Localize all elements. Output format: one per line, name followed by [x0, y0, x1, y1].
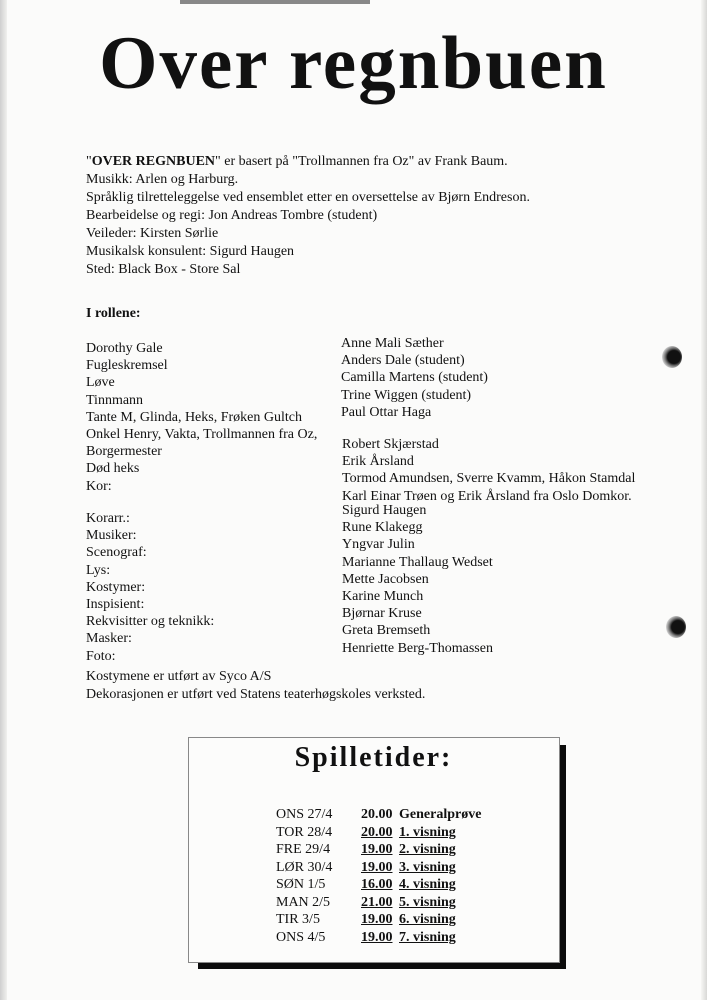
show-title-inline: OVER REGNBUEN	[91, 154, 216, 169]
schedule-row	[276, 929, 481, 947]
intro-line-1: "OVER REGNBUEN" er basert på "Trollmannen fra Oz" av Frank Baum.	[86, 154, 508, 169]
schedule-label: 2. visning	[399, 842, 456, 857]
role-name: Kor:	[86, 478, 112, 494]
actors-list-2	[342, 436, 635, 505]
crew-name: Rune Klakegg	[342, 520, 423, 536]
intro-line: Musikalsk konsulent: Sigurd Haugen	[86, 244, 295, 259]
schedule-list	[276, 806, 481, 946]
footer-line: Kostymene er utført av Syco A/S	[86, 669, 272, 684]
crew-role: Kostymer:	[86, 579, 146, 595]
schedule-time: 19.00	[361, 842, 393, 857]
schedule-row	[276, 841, 481, 859]
intro-credits	[86, 153, 646, 279]
actor-name: Trine Wiggen (student)	[341, 387, 472, 403]
crew-role: Inspisient:	[86, 597, 145, 613]
actor-name: Robert Skjærstad	[342, 437, 439, 452]
actor-name: Paul Ottar Haga	[341, 404, 432, 420]
roles-list	[86, 340, 317, 495]
schedule-day: LØR 30/4	[276, 859, 333, 875]
actor-name: Tormod Amundsen, Sverre Kvamm, Håkon Stamdal	[342, 471, 636, 487]
schedule-day: TOR 28/4	[276, 824, 333, 840]
punch-hole-icon	[662, 346, 682, 368]
role-name: Tante M, Glinda, Heks, Frøken Gultch	[86, 409, 302, 425]
role-name: Løve	[86, 375, 115, 391]
crew-role: Scenograf:	[86, 545, 147, 561]
crew-names-list	[342, 502, 493, 657]
schedule-day: SØN 1/5	[276, 877, 326, 892]
crew-name: Yngvar Julin	[342, 537, 415, 553]
schedule-label: 5. visning	[399, 894, 456, 910]
actor-name: Anders Dale (student)	[341, 353, 465, 369]
intro-line: Musikk: Arlen og Harburg.	[86, 172, 239, 187]
schedule-row	[276, 859, 481, 877]
crew-name: Henriette Berg-Thomassen	[342, 640, 493, 656]
crew-role: Foto:	[86, 648, 116, 664]
page-edge-top	[180, 0, 370, 4]
role-name: Borgermester	[86, 444, 162, 460]
page-edge-right	[701, 0, 707, 1000]
role-name: Fugleskremsel	[86, 358, 168, 374]
actor-name: Camilla Martens (student)	[341, 370, 488, 386]
schedule-label: 6. visning	[399, 912, 456, 927]
schedule-label: 3. visning	[399, 859, 456, 875]
schedule-row	[276, 894, 481, 912]
crew-role: Masker:	[86, 631, 132, 647]
schedule-label: 7. visning	[399, 929, 456, 945]
roles-heading: I rollene:	[86, 306, 141, 321]
crew-name: Greta Bremseth	[342, 623, 431, 639]
footer-line: Dekorasjonen er utført ved Statens teaterhøgskoles verksted.	[86, 687, 426, 702]
schedule-time: 20.00	[361, 807, 393, 822]
footer-notes	[86, 668, 425, 704]
schedule-time: 21.00	[361, 894, 393, 910]
role-name: Dorothy Gale	[86, 341, 163, 356]
actors-list	[341, 335, 488, 421]
intro-line: Bearbeidelse og regi: Jon Andreas Tombre (student)	[86, 208, 378, 223]
crew-role: Lys:	[86, 562, 111, 578]
page-title: Over regnbuen	[99, 22, 608, 105]
crew-role: Musiker:	[86, 528, 137, 544]
role-name: Onkel Henry, Vakta, Trollmannen fra Oz,	[86, 427, 318, 443]
schedule-row	[276, 911, 481, 929]
crew-name: Sigurd Haugen	[342, 503, 427, 518]
intro-line-1-rest: " er basert på "Trollmannen fra Oz" av Frank Baum.	[215, 154, 508, 169]
schedule-time: 19.00	[361, 912, 393, 927]
schedule-time: 16.00	[361, 877, 393, 892]
schedule-day: FRE 29/4	[276, 842, 331, 857]
schedule-time: 20.00	[361, 824, 393, 840]
role-name: Tinnmann	[86, 392, 144, 408]
crew-role: Korarr.:	[86, 511, 130, 526]
page-edge-left	[0, 0, 7, 1000]
intro-line: Språklig tilretteleggelse ved ensemblet etter en oversettelse av Bjørn Endreson.	[86, 190, 530, 205]
schedule-time: 19.00	[361, 929, 393, 945]
schedule-day: ONS 27/4	[276, 807, 333, 822]
crew-roles-list	[86, 510, 214, 665]
crew-name: Bjørnar Kruse	[342, 606, 422, 622]
schedule-time: 19.00	[361, 859, 393, 875]
actor-name: Erik Årsland	[342, 454, 414, 470]
schedule-day: MAN 2/5	[276, 894, 331, 910]
schedule-row	[276, 876, 481, 894]
role-name: Død heks	[86, 461, 140, 477]
schedule-row	[276, 824, 481, 842]
schedule-label: Generalprøve	[399, 807, 482, 822]
schedule-title: Spilletider:	[294, 742, 453, 773]
crew-name: Mette Jacobsen	[342, 571, 429, 587]
punch-hole-icon	[666, 616, 686, 638]
actor-name: Anne Mali Sæther	[341, 336, 444, 351]
intro-line: Veileder: Kirsten Sørlie	[86, 226, 219, 241]
crew-role: Rekvisitter og teknikk:	[86, 614, 215, 630]
schedule-label: 4. visning	[399, 877, 456, 892]
schedule-label: 1. visning	[399, 824, 456, 840]
schedule-day: TIR 3/5	[276, 912, 320, 927]
schedule-day: ONS 4/5	[276, 929, 326, 945]
intro-line: Sted: Black Box - Store Sal	[86, 262, 241, 277]
actor-name: Karl Einar Trøen og Erik Årsland fra Oslo Domkor.	[342, 488, 632, 504]
crew-name: Marianne Thallaug Wedset	[342, 554, 493, 570]
schedule-row	[276, 806, 481, 824]
crew-name: Karine Munch	[342, 589, 424, 605]
